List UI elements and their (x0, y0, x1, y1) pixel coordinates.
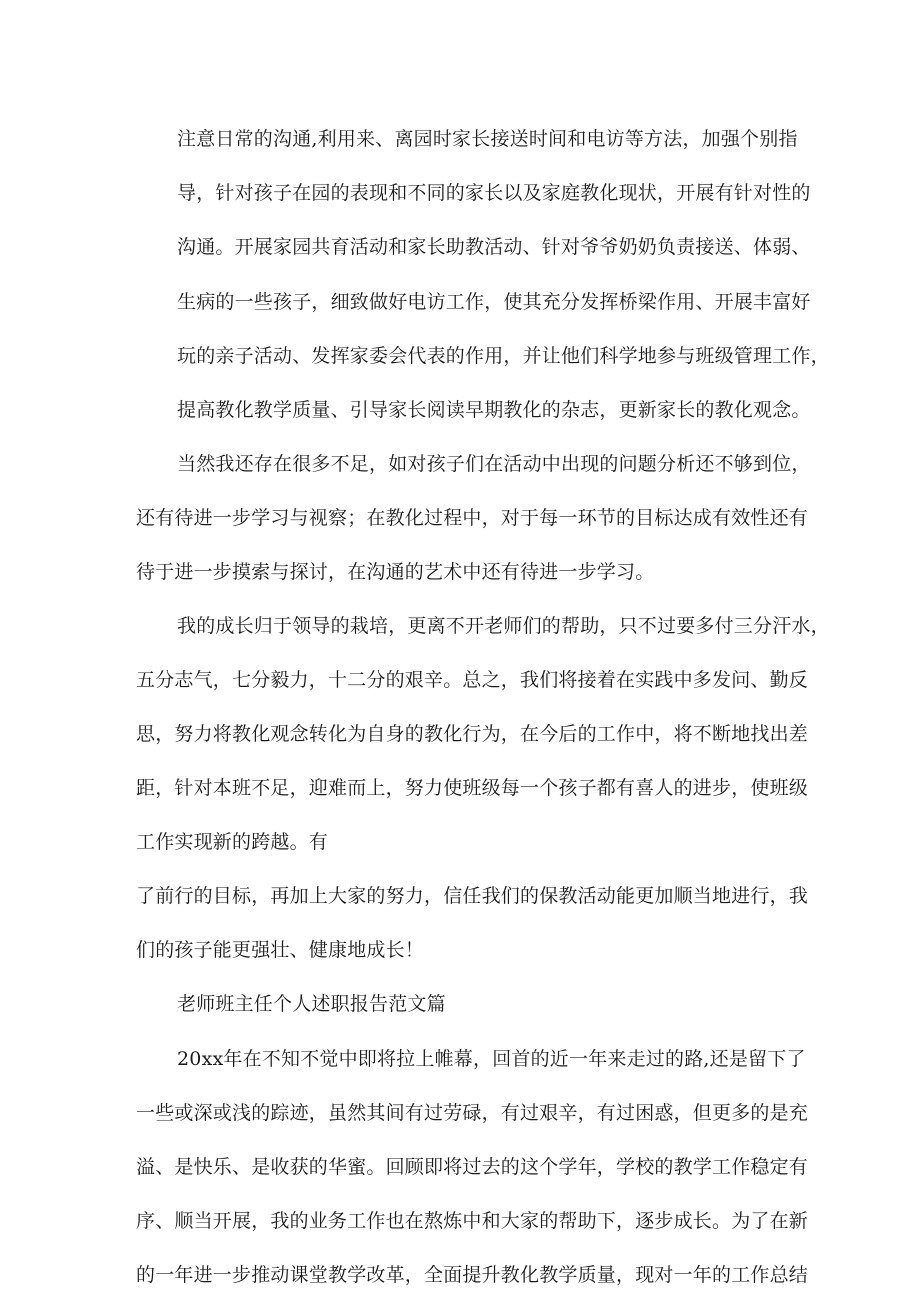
section-title: 老师班主任个人述职报告范文篇 (177, 993, 446, 1015)
text-line: 距，针对本班不足，迎难而上，努力使班级每一个孩子都有喜人的进步，使班级 (136, 777, 809, 799)
text-line: 沟通。开展家园共育活动和家长助教活动、针对爷爷奶奶负责接送、体弱、 (177, 236, 811, 258)
text-line: 思，努力将教化观念转化为自身的教化行为，在今后的工作中，将不断地找出差 (136, 723, 809, 745)
text-line: 们的孩子能更强壮、健康地成长！ (136, 939, 425, 961)
text-line: 待于进一步摸索与探讨，在沟通的艺术中还有待进一步学习。 (136, 561, 655, 583)
text-line: 导，针对孩子在园的表现和不同的家长以及家庭教化现状，开展有针对性的 (177, 182, 811, 204)
text-line: 玩的亲子活动、发挥家委会代表的作用，并让他们科学地参与班级管理工作， (177, 345, 830, 367)
text-line: 当然我还存在很多不足，如对孩子们在活动中出现的问题分析还不够到位， (177, 453, 811, 475)
text-line: 序、顺当开展，我的业务工作也在熬炼中和大家的帮助下，逐步成长。为了在新 (136, 1210, 809, 1232)
text-line: 我的成长归于领导的栽培，更离不开老师们的帮助，只不过要多付三分汗水， (177, 615, 830, 637)
text-line: 还有待进一步学习与视察；在教化过程中，对于每一环节的目标达成有效性还有 (136, 507, 809, 529)
text-line: 生病的一些孩子，细致做好电访工作，使其充分发挥桥梁作用、开展丰富好 (177, 291, 811, 313)
text-line: 提高教化教学质量、引导家长阅读早期教化的杂志，更新家长的教化观念。 (177, 399, 811, 421)
text-line: 注意日常的沟通,利用来、离园时家长接送时间和电访等方法，加强个别指 (177, 128, 798, 150)
text-line: 工作实现新的跨越。有 (136, 831, 329, 853)
text-line: 溢、是快乐、是收获的华蜜。回顾即将过去的这个学年，学校的教学工作稳定有 (136, 1156, 809, 1178)
text-line: 一些或深或浅的踪迹，虽然其间有过劳碌，有过艰辛，有过困惑，但更多的是充 (136, 1102, 809, 1124)
text-line: 20xx年在不知不觉中即将拉上帷幕，回首的近一年来走过的路,还是留下了 (177, 1048, 806, 1070)
text-line: 了前行的目标，再加上大家的努力，信任我们的保教活动能更加顺当地进行，我 (136, 885, 809, 907)
text-line: 五分志气，七分毅力，十二分的艰辛。总之，我们将接着在实践中多发问、勤反 (136, 669, 809, 691)
text-line: 的一年进一步推动课堂教学改革，全面提升教化教学质量，现对一年的工作总结 (136, 1264, 809, 1286)
